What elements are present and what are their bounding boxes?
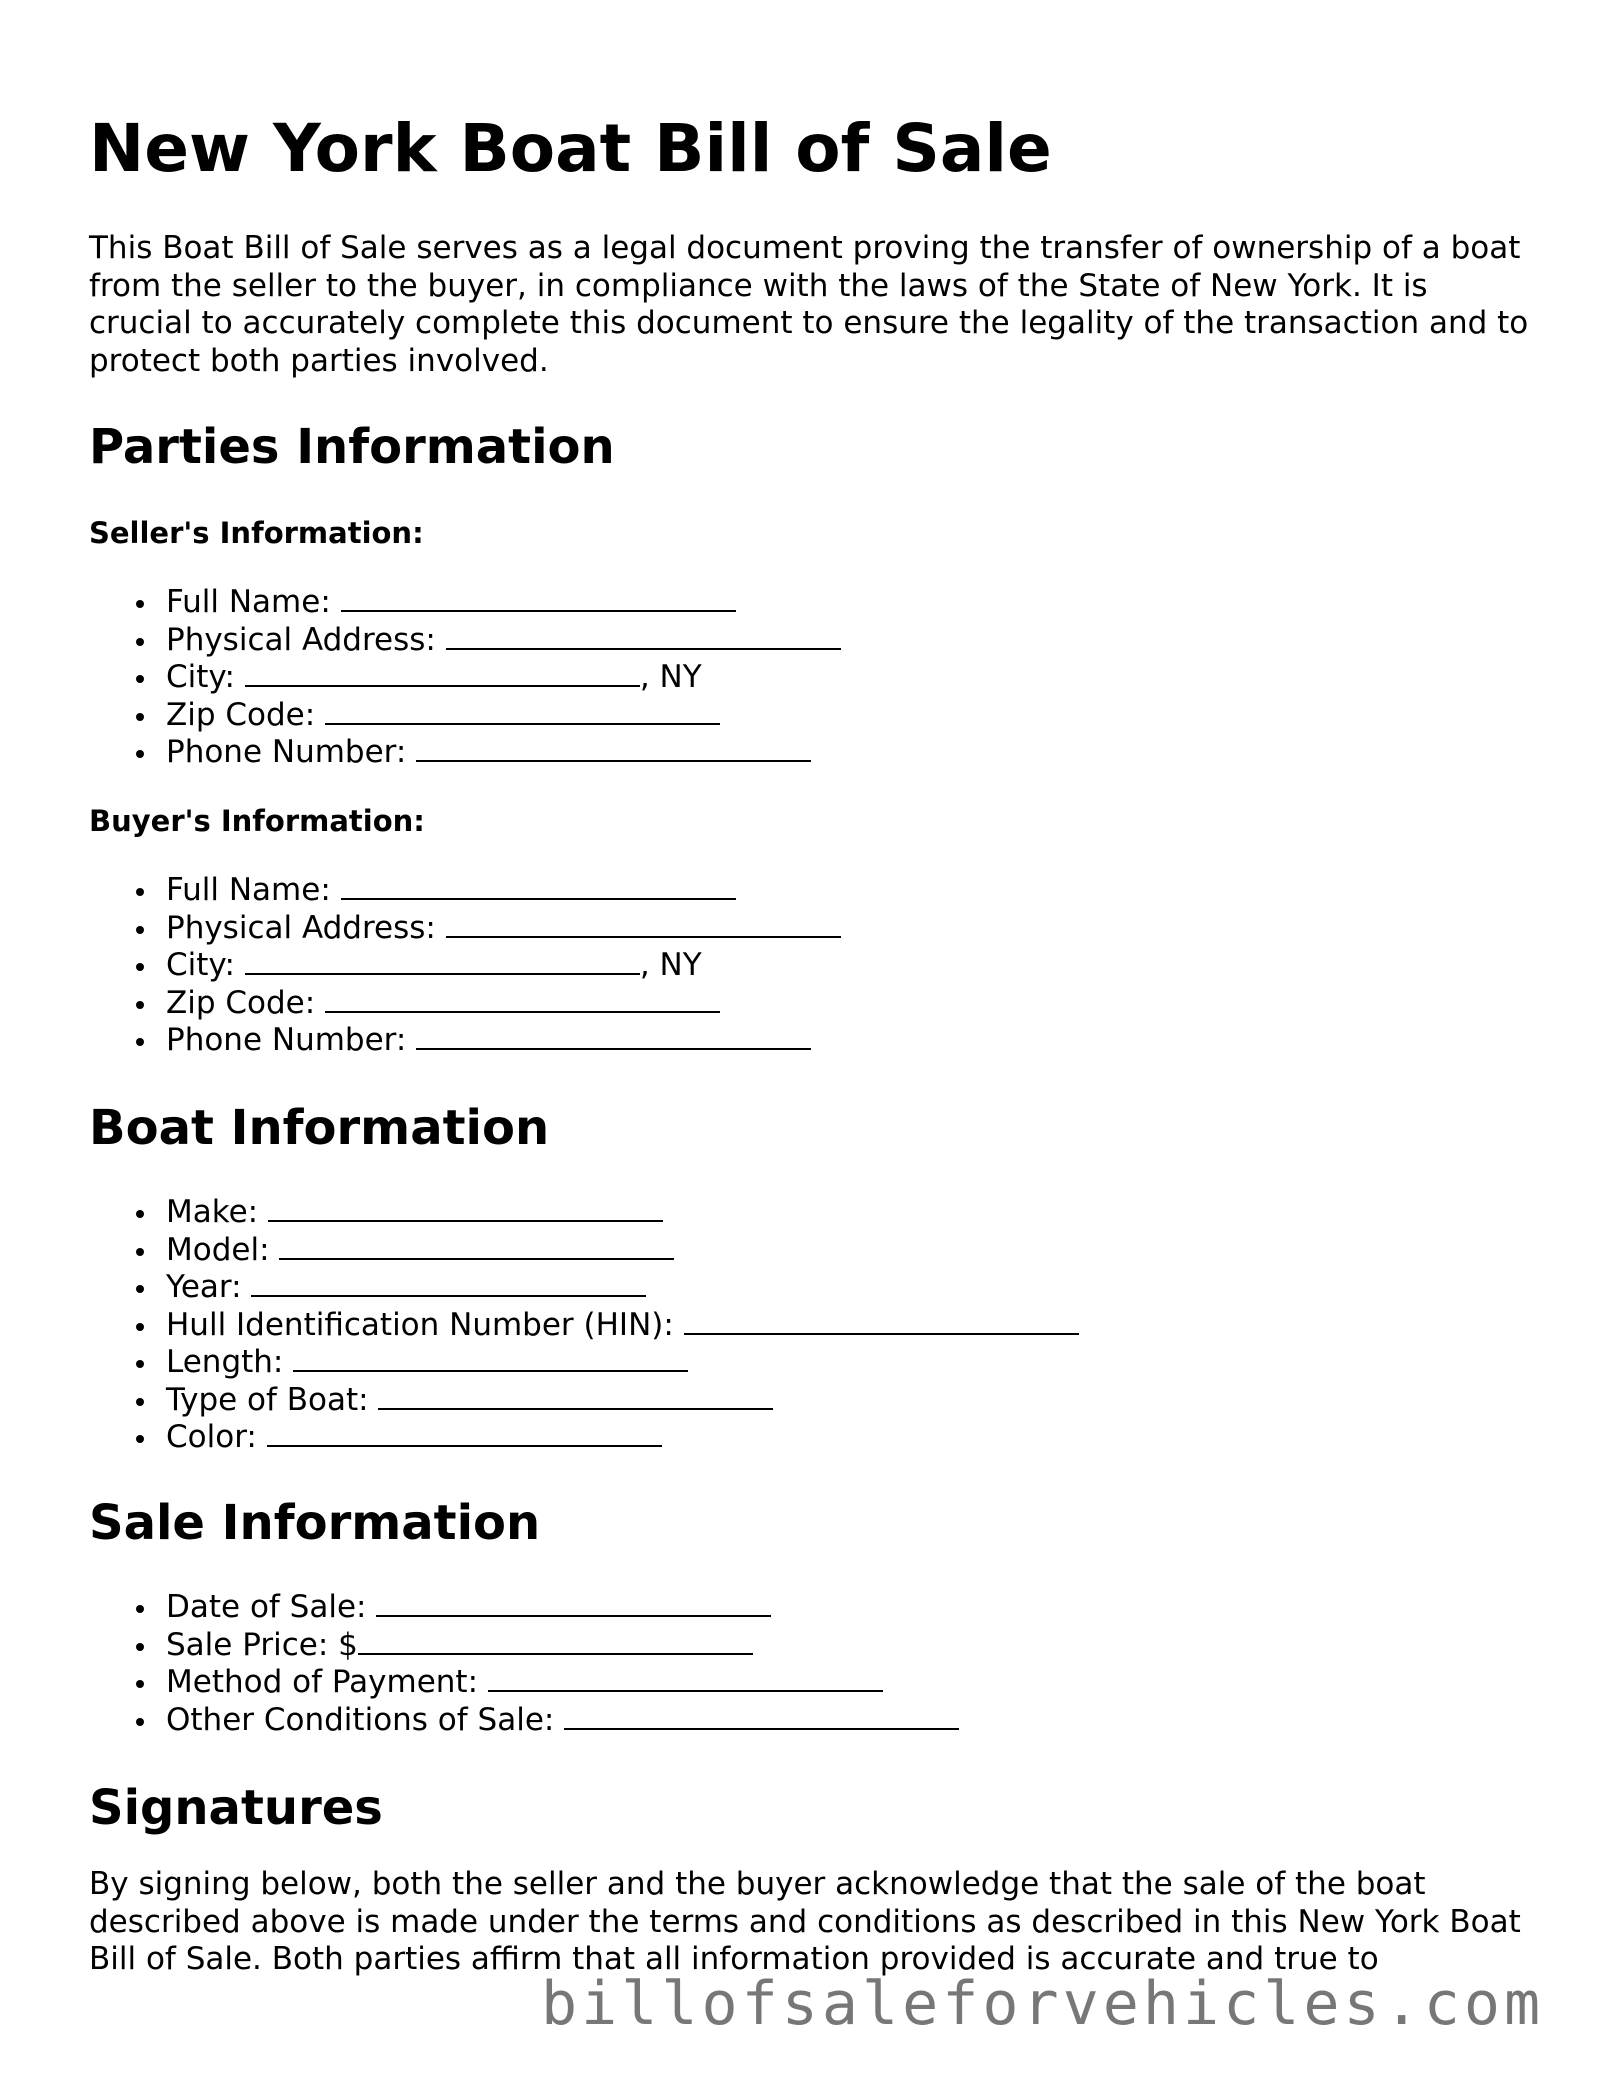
list-item	[166, 697, 841, 735]
field-label: City:	[166, 947, 245, 983]
field-label: Hull Identification Number (HIN):	[166, 1306, 684, 1343]
list-item	[166, 1344, 1079, 1382]
field-suffix: , NY	[639, 659, 702, 695]
boat-length-field[interactable]	[293, 1344, 688, 1372]
list-item	[166, 659, 841, 697]
buyer-city-field[interactable]	[245, 947, 640, 975]
list-item	[166, 1702, 959, 1740]
buyer-zip-field[interactable]	[325, 985, 720, 1013]
field-label: Zip Code:	[166, 984, 326, 1021]
boat-heading: Boat Information	[89, 1100, 550, 1156]
field-label: Zip Code:	[166, 696, 326, 733]
parties-heading: Parties Information	[89, 419, 615, 475]
seller-address-field[interactable]	[446, 622, 841, 650]
list-item	[166, 1307, 1079, 1345]
list-item	[166, 1382, 1079, 1420]
field-label: Year:	[166, 1269, 252, 1305]
field-label: Date of Sale:	[166, 1589, 377, 1625]
list-item	[166, 1194, 1079, 1232]
list-item	[166, 734, 841, 772]
document-title: New York Boat Bill of Sale	[89, 110, 1052, 187]
sale-heading: Sale Information	[89, 1495, 541, 1551]
sale-fields	[89, 1589, 959, 1739]
list-item	[166, 1419, 1079, 1457]
seller-zip-field[interactable]	[325, 697, 720, 725]
list-item	[166, 622, 841, 660]
sale-price-field[interactable]	[358, 1627, 753, 1655]
list-item	[166, 584, 841, 622]
field-label: Physical Address:	[166, 621, 446, 658]
field-label: Full Name:	[166, 584, 341, 620]
sale-date-field[interactable]	[376, 1589, 771, 1617]
watermark: billofsaleforvehicles.com	[541, 1969, 1545, 2039]
field-label: Color:	[166, 1419, 267, 1455]
seller-fields	[89, 584, 841, 772]
list-item	[166, 1664, 959, 1702]
boat-fields	[89, 1194, 1079, 1457]
field-label: Other Conditions of Sale:	[166, 1701, 565, 1738]
field-label: Phone Number:	[166, 1022, 417, 1058]
boat-color-field[interactable]	[267, 1419, 662, 1447]
field-label: City:	[166, 659, 245, 695]
seller-phone-field[interactable]	[416, 734, 811, 762]
field-label: Make:	[166, 1194, 268, 1230]
other-conditions-field[interactable]	[564, 1702, 959, 1730]
payment-method-field[interactable]	[488, 1664, 883, 1692]
boat-year-field[interactable]	[251, 1269, 646, 1297]
field-label: Phone Number:	[166, 734, 417, 770]
list-item	[166, 1022, 841, 1060]
boat-type-field[interactable]	[378, 1382, 773, 1410]
list-item	[166, 947, 841, 985]
list-item	[166, 1589, 959, 1627]
buyer-full-name-field[interactable]	[341, 872, 736, 900]
list-item	[166, 985, 841, 1023]
list-item	[166, 1627, 959, 1665]
field-label: Physical Address:	[166, 909, 446, 946]
list-item	[166, 910, 841, 948]
signatures-paragraph: By signing below, both the seller and the buyer acknowledge that the sale of the boat described above is made under the terms and conditions as described in this New York Boat Bill of Sale. Both parties affirm that all information provided is accurate and true to	[89, 1866, 1521, 1977]
boat-make-field[interactable]	[268, 1194, 663, 1222]
buyer-fields	[89, 872, 841, 1060]
seller-city-field[interactable]	[245, 659, 640, 687]
buyer-address-field[interactable]	[446, 910, 841, 938]
field-label: Length:	[166, 1344, 294, 1380]
field-label: Type of Boat:	[166, 1381, 379, 1418]
field-label: Method of Payment:	[166, 1664, 488, 1700]
intro-paragraph: This Boat Bill of Sale serves as a legal document proving the transfer of ownership of a boat from the seller to the buyer, in compliance with the laws of the State of New York. It is crucial to accurately complete this document to ensure the legality of the transaction and to protect both parties involved.	[89, 230, 1529, 379]
signatures-heading: Signatures	[89, 1780, 383, 1836]
list-item	[166, 1232, 1079, 1270]
boat-hin-field[interactable]	[684, 1307, 1079, 1335]
field-label: Sale Price: $	[166, 1626, 358, 1663]
seller-heading: Seller's Information:	[89, 516, 424, 550]
field-suffix: , NY	[639, 947, 702, 983]
field-label: Full Name:	[166, 872, 341, 908]
list-item	[166, 1269, 1079, 1307]
buyer-heading: Buyer's Information:	[89, 804, 425, 838]
buyer-phone-field[interactable]	[416, 1022, 811, 1050]
field-label: Model:	[166, 1231, 280, 1268]
list-item	[166, 872, 841, 910]
seller-full-name-field[interactable]	[341, 584, 736, 612]
boat-model-field[interactable]	[279, 1232, 674, 1260]
